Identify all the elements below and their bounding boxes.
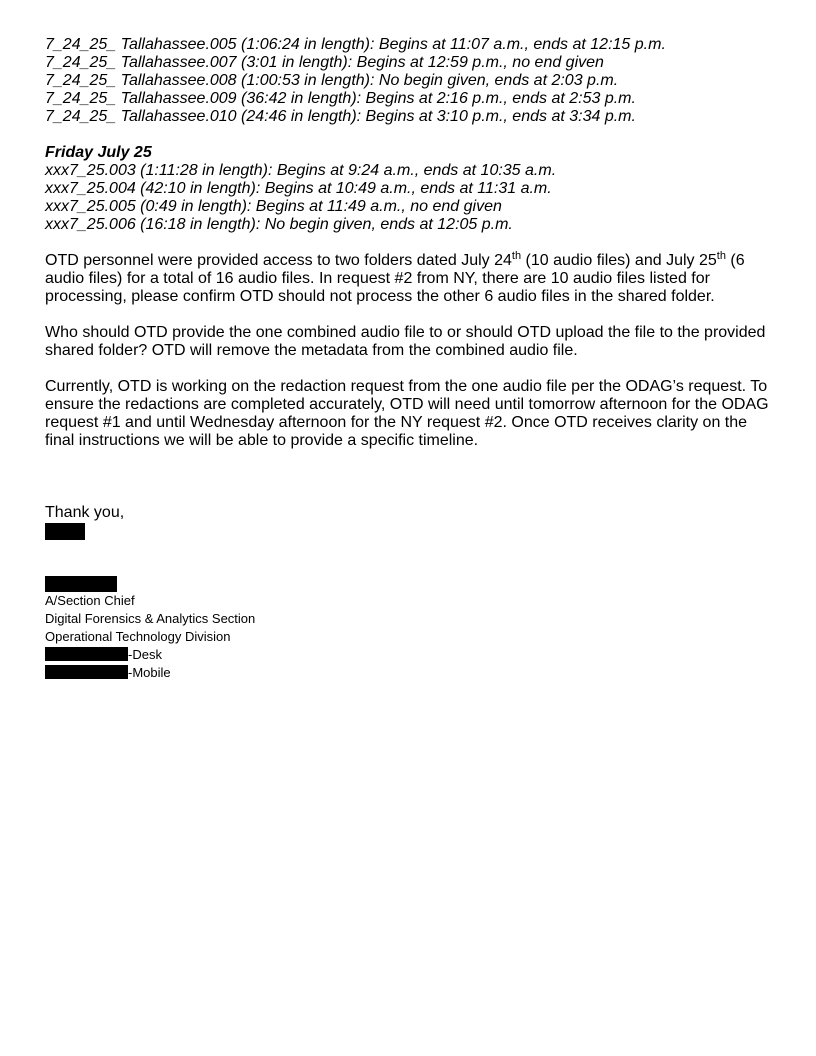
file-line: 7_24_25_ Tallahassee.005 (1:06:24 in length): Begins at 11:07 a.m., ends at 12:15 p.m. bbox=[45, 36, 666, 53]
signature-block bbox=[45, 592, 775, 682]
desk-label: -Desk bbox=[128, 647, 162, 662]
file-line: 7_24_25_ Tallahassee.009 (36:42 in length): Begins at 2:16 p.m., ends at 2:53 p.m. bbox=[45, 90, 636, 107]
signature-mobile-line bbox=[45, 664, 775, 682]
paragraph-combined-file: Who should OTD provide the one combined audio file to or should OTD upload the file to the provided shared folder? OTD will remove the metadata from the combined audio file. bbox=[45, 324, 766, 359]
file-line: 7_24_25_ Tallahassee.010 (24:46 in length): Begins at 3:10 p.m., ends at 3:34 p.m. bbox=[45, 108, 636, 125]
document-page bbox=[45, 36, 775, 682]
file-line: xxx7_25.004 (42:10 in length): Begins at 10:49 a.m., ends at 11:31 a.m. bbox=[45, 180, 552, 197]
file-line: xxx7_25.006 (16:18 in length): No begin given, ends at 12:05 p.m. bbox=[45, 216, 513, 233]
ordinal-suffix: th bbox=[511, 250, 522, 262]
closing: Thank you, bbox=[45, 504, 125, 521]
para-text: OTD personnel were provided access to two folders dated July 24 bbox=[45, 252, 512, 269]
ordinal-suffix: th bbox=[716, 250, 726, 262]
para-text: (10 audio files) and July 25 bbox=[521, 252, 717, 269]
signature-title: A/Section Chief bbox=[45, 593, 135, 608]
signature-division: Operational Technology Division bbox=[45, 629, 231, 644]
file-line: xxx7_25.003 (1:11:28 in length): Begins at 9:24 a.m., ends at 10:35 a.m. bbox=[45, 162, 557, 179]
para-text: (6 audio files) for a total of 16 audio files. In request #2 from NY, there are 10 audio files listed for processing, please confirm OTD should not process the other 6 audio files in the shared folder. bbox=[45, 252, 745, 305]
file-line: 7_24_25_ Tallahassee.007 (3:01 in length): Begins at 12:59 p.m., no end given bbox=[45, 54, 604, 71]
paragraph-timeline: Currently, OTD is working on the redaction request from the one audio file per the ODAG’s request. To ensure the redactions are completed accurately, OTD will need until tomorrow afternoon for the ODAG request #1 and until Wednesday afternoon for the NY request #2. Once OTD receives clarity on the final instructions we will be able to provide a specific timeline. bbox=[45, 378, 769, 449]
signature-section: Digital Forensics & Analytics Section bbox=[45, 611, 256, 626]
file-line: 7_24_25_ Tallahassee.008 (1:00:53 in length): No begin given, ends at 2:03 p.m. bbox=[45, 72, 619, 89]
paragraph-folders bbox=[45, 252, 775, 306]
file-line: xxx7_25.005 (0:49 in length): Begins at 11:49 a.m., no end given bbox=[45, 198, 502, 215]
redaction-block bbox=[45, 576, 117, 592]
signature-desk-line bbox=[45, 646, 775, 664]
redaction-block bbox=[45, 647, 128, 661]
file-list-july-24 bbox=[45, 36, 775, 126]
file-list-july-25 bbox=[45, 162, 775, 234]
redaction-block bbox=[45, 665, 128, 679]
redaction-block bbox=[45, 523, 85, 540]
day-heading: Friday July 25 bbox=[45, 144, 152, 161]
mobile-label: -Mobile bbox=[128, 665, 171, 680]
